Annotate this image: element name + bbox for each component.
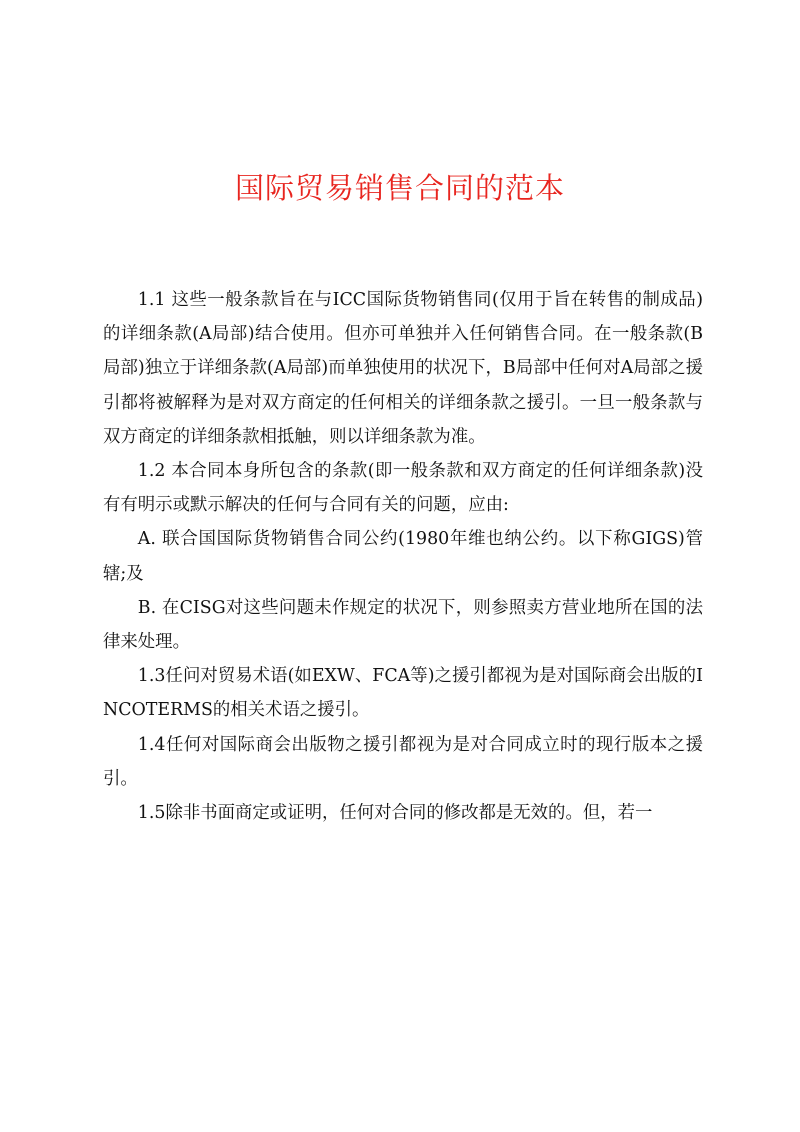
clause-1-1: 1.1 这些一般条款旨在与ICC国际货物销售同(仅用于旨在转售的制成品)的详细条款(A局部)结合使用。但亦可单独并入任何销售合同。在一般条款(B局部)独立于详细条款(A局部)而单独使用的状况下，B局部中任何对A局部之援引都将被解释为是对双方商定的任何相关的详细条款之援引。一旦一般条款与双方商定的详细条款相抵触，则以详细条款为准。 bbox=[103, 290, 703, 447]
document-title: 国际贸易销售合同的范本 bbox=[234, 171, 565, 205]
clause-1-3: 1.3任问对贸易术语(如EXW、FCA等)之援引都视为是对国际商会出版的INCOTERMS的相关术语之援引。 bbox=[103, 666, 703, 721]
document-body bbox=[103, 283, 703, 830]
clause-1-2: 1.2 本合同本身所包含的条款(即一般条款和双方商定的任何详细条款)没有有明示或默示解决的任何与合同有关的问题，应由: bbox=[103, 461, 703, 516]
clause-1-2-a: A. 联合国国际货物销售合同公约(1980年维也纳公约。以下称GIGS)管辖;及 bbox=[103, 529, 703, 584]
clause-1-5: 1.5除非书面商定或证明，任何对合同的修改都是无效的。但，若一 bbox=[137, 803, 653, 824]
clause-1-4: 1.4任何对国际商会出版物之援引都视为是对合同成立时的现行版本之援引。 bbox=[103, 734, 703, 789]
clause-1-2-b: B. 在CISG对这些问题未作规定的状况下，则参照卖方营业地所在国的法律来处理。 bbox=[103, 597, 703, 653]
